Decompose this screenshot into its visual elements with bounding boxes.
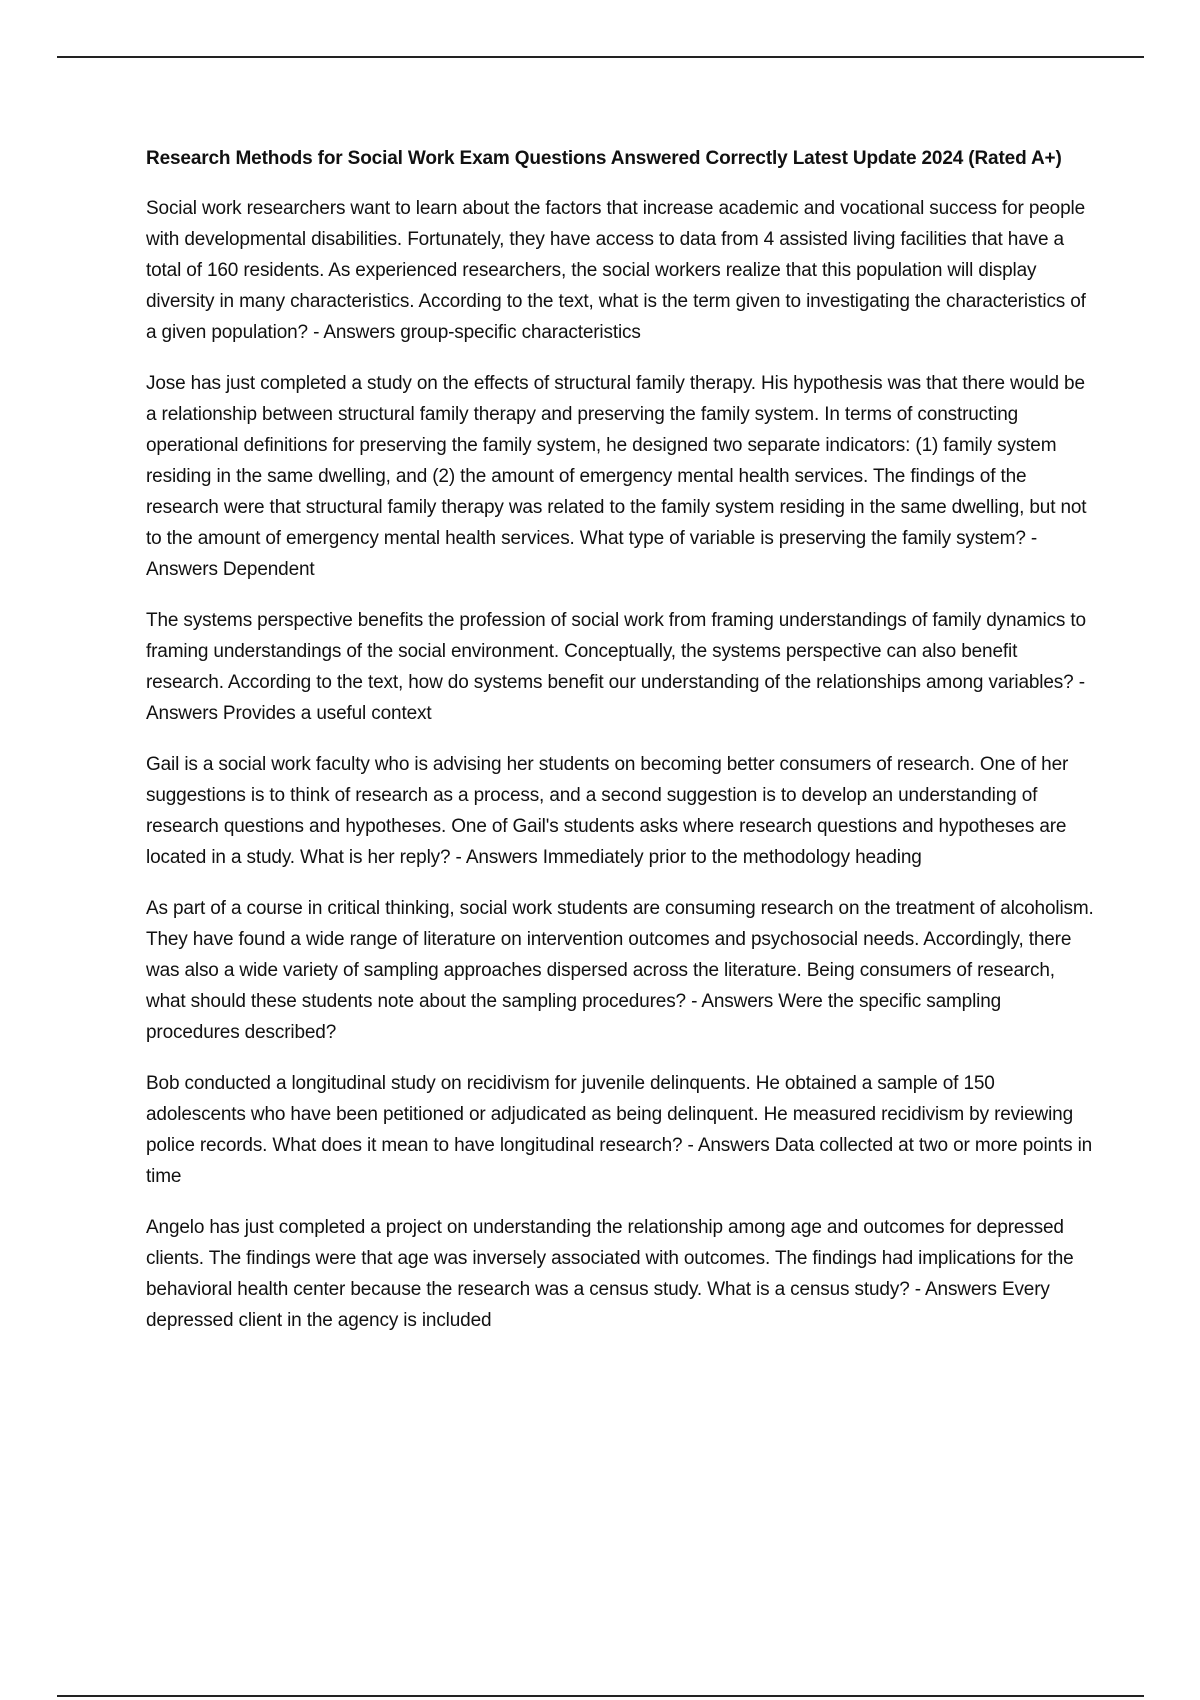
document-body	[146, 144, 1096, 1356]
question-answer-paragraph: Social work researchers want to learn about the factors that increase academic and vocational success for people with developmental disabilities. Fortunately, they have access to data from 4 assisted living facilities that have a total of 160 residents. As experienced researchers, the social workers realize that this population will display diversity in many characteristics. According to the text, what is the term given to investigating the characteristics of a given population? - Answers group-specific characteristics	[146, 198, 1086, 343]
question-answer-paragraph: The systems perspective benefits the profession of social work from framing understandings of family dynamics to framing understandings of the social environment. Conceptually, the systems perspective can also benefit research. According to the text, how do systems benefit our understanding of the relationships among variables? - Answers Provides a useful context	[146, 610, 1086, 724]
question-answer-paragraph: Angelo has just completed a project on understanding the relationship among age and outcomes for depressed clients. The findings were that age was inversely associated with outcomes. The findings had implications for the behavioral health center because the research was a census study. What is a census study? - Answers Every depressed client in the agency is included	[146, 1217, 1074, 1331]
question-answer-paragraph: As part of a course in critical thinking, social work students are consuming research on the treatment of alcoholism. They have found a wide range of literature on intervention outcomes and psychosocial needs. Accordingly, there was also a wide variety of sampling approaches dispersed across the literature. Being consumers of research, what should these students note about the sampling procedures? - Answers Were the specific sampling procedures described?	[146, 898, 1094, 1043]
document-title: Research Methods for Social Work Exam Questions Answered Correctly Latest Update 2024 (Rated A+)	[146, 148, 1062, 169]
bottom-rule	[57, 1695, 1144, 1697]
question-answer-paragraph: Bob conducted a longitudinal study on recidivism for juvenile delinquents. He obtained a sample of 150 adolescents who have been petitioned or adjudicated as being delinquent. He measured recidivism by reviewing police records. What does it mean to have longitudinal research? - Answers Data collected at two or more points in time	[146, 1073, 1093, 1187]
question-answer-paragraph: Gail is a social work faculty who is advising her students on becoming better consumers of research. One of her suggestions is to think of research as a process, and a second suggestion is to develop an understanding of research questions and hypotheses. One of Gail's students asks where research questions and hypotheses are located in a study. What is her reply? - Answers Immediately prior to the methodology heading	[146, 754, 1069, 868]
top-rule	[57, 56, 1144, 58]
question-answer-paragraph: Jose has just completed a study on the effects of structural family therapy. His hypothesis was that there would be a relationship between structural family therapy and preserving the family system. In terms of constructing operational definitions for preserving the family system, he designed two separate indicators: (1) family system residing in the same dwelling, and (2) the amount of emergency mental health services. The findings of the research were that structural family therapy was related to the family system residing in the same dwelling, but not to the amount of emergency mental health services. What type of variable is preserving the family system? - Answers Dependent	[146, 373, 1087, 580]
